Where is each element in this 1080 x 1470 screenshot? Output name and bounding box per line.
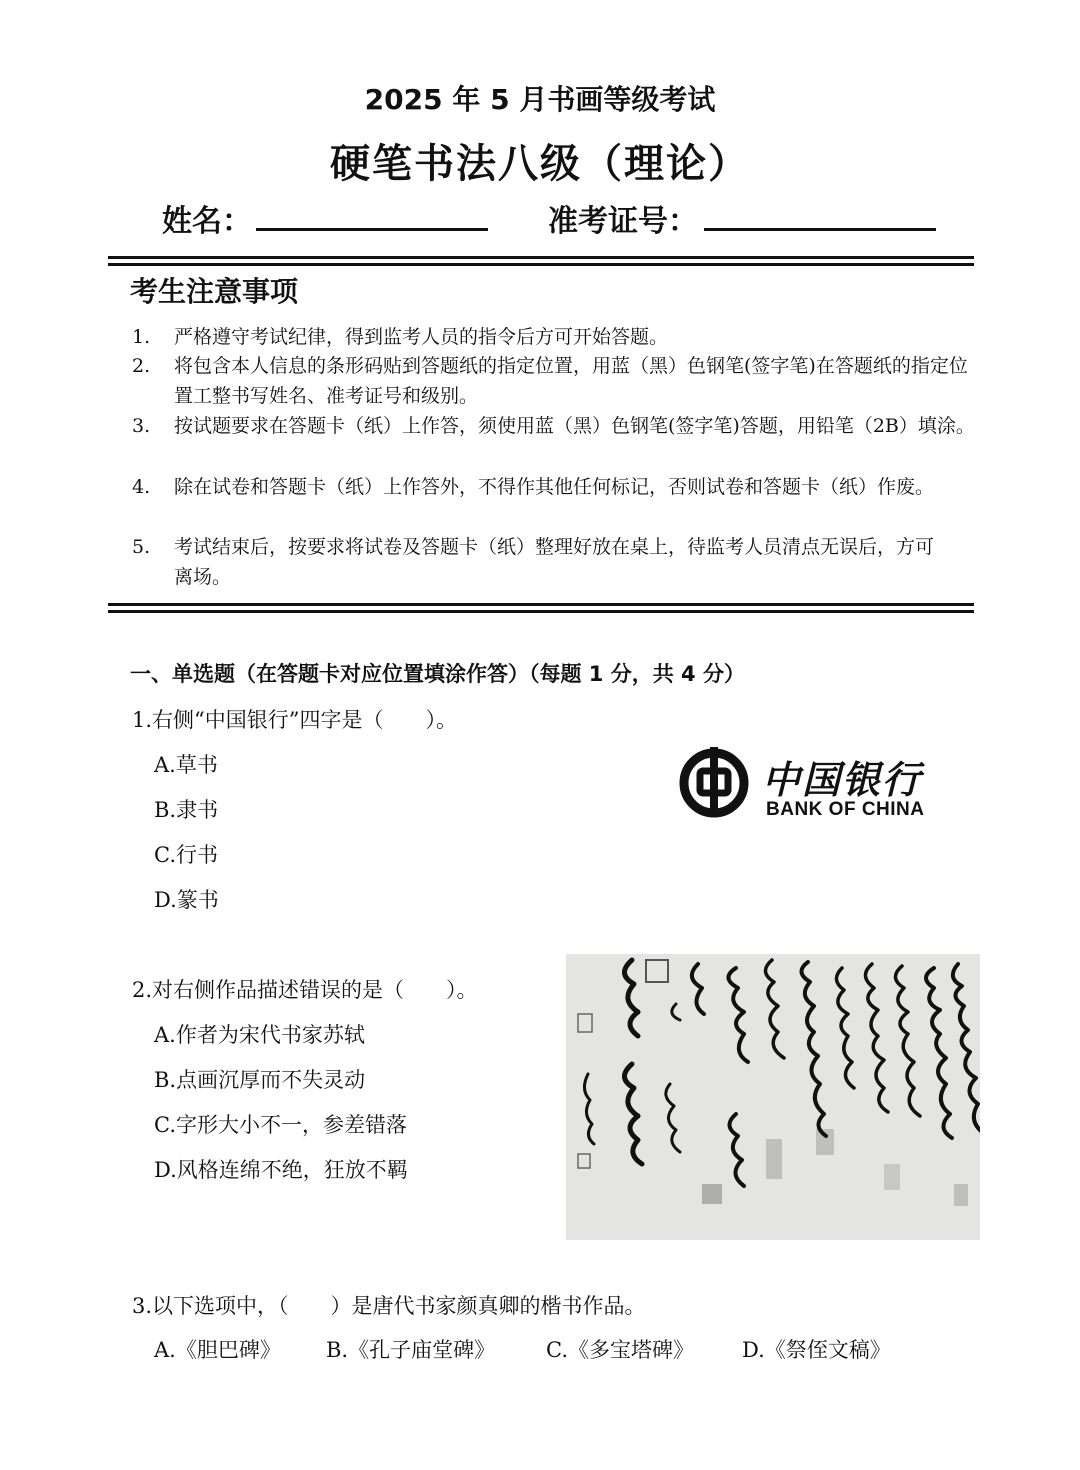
name-field[interactable]	[256, 228, 488, 231]
question-3-stem: 3.以下选项中，（ ）是唐代书家颜真卿的楷书作品。	[132, 1294, 646, 1318]
question-3-option-b[interactable]: B.《孔子庙堂碑》	[326, 1338, 496, 1362]
notice-item-number: 3.	[132, 415, 151, 437]
notice-item-text: 按试题要求在答题卡（纸）上作答，须使用蓝（黑）色钢笔(签字笔)答题，用铅笔（2B）填涂。	[174, 415, 975, 437]
notice-item-text: 除在试卷和答题卡（纸）上作答外，不得作其他任何标记，否则试卷和答题卡（纸）作废。	[174, 476, 935, 498]
question-1-stem: 1.右侧“中国银行”四字是（ ）。	[132, 708, 458, 732]
question-3-option-a[interactable]: A.《胆巴碑》	[154, 1338, 281, 1362]
question-1-option-a[interactable]: A.草书	[154, 753, 218, 777]
notice-item-text: 考试结束后，按要求将试卷及答题卡（纸）整理好放在桌上，待监考人员清点无误后，方可离场。	[174, 536, 935, 588]
divider-bottom-2	[108, 610, 974, 613]
notice-item-number: 2.	[132, 355, 151, 377]
exam-id-field[interactable]	[704, 228, 936, 231]
question-2-stem: 2.对右侧作品描述错误的是（ ）。	[132, 978, 478, 1002]
divider-bottom-1	[108, 603, 974, 606]
notice-item-text: 将包含本人信息的条形码贴到答题纸的指定位置，用蓝（黑）色钢笔(签字笔)在答题纸的指定位置工整书写姓名、准考证号和级别。	[174, 355, 968, 407]
question-2-option-a[interactable]: A.作者为宋代书家苏轼	[154, 1023, 365, 1047]
boc-chinese-name: 中国银行	[762, 757, 923, 802]
question-2-option-d[interactable]: D.风格连绵不绝，狂放不羁	[154, 1158, 408, 1182]
subject-title: 硬笔书法八级（理论）	[330, 141, 750, 187]
notice-title: 考生注意事项	[130, 275, 299, 308]
section-title: 一、单选题（在答题卡对应位置填涂作答）（每题 1 分，共 4 分）	[130, 662, 745, 686]
notice-item-number: 1.	[132, 326, 151, 348]
bank-of-china-logo	[676, 743, 926, 827]
divider-top-2	[108, 263, 974, 266]
question-1-option-c[interactable]: C.行书	[154, 843, 218, 867]
question-1-option-b[interactable]: B.隶书	[154, 798, 219, 822]
notice-item-number: 4.	[132, 476, 151, 498]
calligraphy-artwork-image	[566, 954, 980, 1240]
calligraphy-strokes-icon	[566, 954, 980, 1240]
question-2-option-c[interactable]: C.字形大小不一，参差错落	[154, 1113, 407, 1137]
question-2-option-b[interactable]: B.点画沉厚而不失灵动	[154, 1068, 366, 1092]
question-3-option-d[interactable]: D.《祭侄文稿》	[742, 1338, 891, 1362]
notice-item-number: 5.	[132, 536, 151, 558]
exam-title: 2025 年 5 月书画等级考试	[364, 83, 716, 116]
boc-english-name: BANK OF CHINA	[766, 799, 925, 820]
notice-item-text: 严格遵守考试纪律，得到监考人员的指令后方可开始答题。	[174, 326, 669, 348]
question-3-option-c[interactable]: C.《多宝塔碑》	[546, 1338, 694, 1362]
name-label: 姓名：	[162, 204, 252, 239]
divider-top-1	[108, 256, 974, 259]
exam-id-label: 准考证号：	[548, 204, 698, 239]
question-1-option-d[interactable]: D.篆书	[154, 888, 219, 912]
